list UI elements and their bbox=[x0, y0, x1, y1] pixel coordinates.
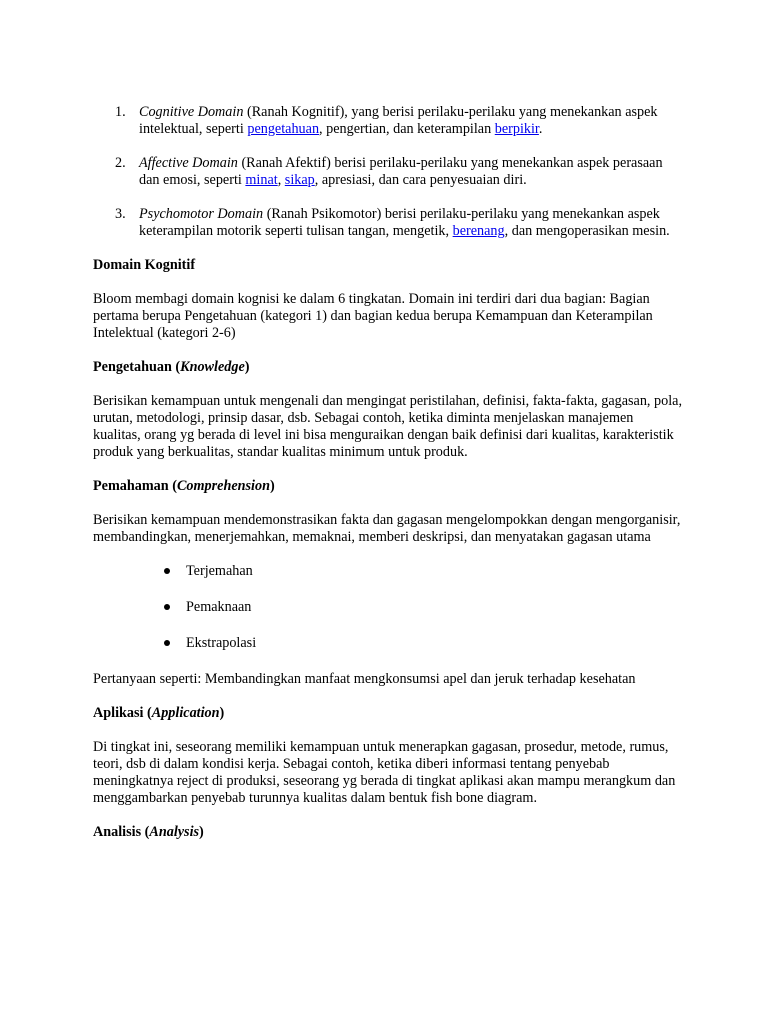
paragraph-pengetahuan: Berisikan kemampuan untuk mengenali dan mengingat peristilahan, definisi, fakta-fakta, gagasan, pola, urutan, metodologi, prinsip dasar, dsb. Sebagai contoh, ketika diminta menjelaskan manajemen kualitas, orang yg berada di level ini bisa menguraikan dengan baik definisi dari kualitas, karakteristik produk yang berkualitas, standar kualitas minimum untuk produk. bbox=[93, 393, 682, 460]
list-item: Ekstrapolasi bbox=[93, 635, 683, 652]
term-cognitive-domain: Cognitive Domain bbox=[139, 104, 244, 120]
heading-analisis: Analisis (Analysis) bbox=[93, 824, 204, 840]
link-berenang[interactable]: berenang bbox=[452, 223, 505, 239]
document-page bbox=[93, 104, 683, 858]
bullet-icon bbox=[164, 568, 170, 574]
list-number: 1. bbox=[115, 104, 126, 120]
heading-pemahaman: Pemahaman (Comprehension) bbox=[93, 478, 275, 494]
list-number: 2. bbox=[115, 155, 126, 171]
bullet-icon bbox=[164, 604, 170, 610]
heading-pengetahuan: Pengetahuan (Knowledge) bbox=[93, 359, 250, 375]
link-sikap[interactable]: sikap bbox=[284, 172, 315, 188]
heading-domain-kognitif: Domain Kognitif bbox=[93, 257, 196, 273]
list-item-psychomotor: 3. Psychomotor Domain (Ranah Psikomotor) berisi perilaku-perilaku yang menekankan aspek keterampilan motorik seperti tulisan tangan, mengetik, berenang, dan mengoperasikan mesin. bbox=[115, 206, 670, 239]
link-pengetahuan[interactable]: pengetahuan bbox=[247, 121, 320, 137]
paragraph-aplikasi: Di tingkat ini, seseorang memiliki kemampuan untuk menerapkan gagasan, prosedur, metode, rumus, teori, dsb di dalam kondisi kerja. Sebagai contoh, ketika diberi informasi tentang penyebab meningkatnya reject di produksi, seseorang yg berada di tingkat aplikasi akan mampu merangkum dan menggambarkan penyebab turunnya kualitas dalam bentuk fish bone diagram. bbox=[93, 739, 676, 806]
list-item: Pemaknaan bbox=[93, 599, 683, 616]
term-affective-domain: Affective Domain bbox=[139, 155, 238, 171]
bullet-list-pemahaman bbox=[93, 563, 683, 652]
link-berpikir[interactable]: berpikir bbox=[494, 121, 539, 137]
paragraph-pemahaman: Berisikan kemampuan mendemonstrasikan fakta dan gagasan mengelompokkan dengan mengorganisir, membandingkan, menerjemahkan, memaknai, memberi deskripsi, dan menyatakan gagasan utama bbox=[93, 512, 681, 545]
list-item-affective: 2. Affective Domain (Ranah Afektif) berisi perilaku-perilaku yang menekankan aspek perasaan dan emosi, seperti minat, sikap, apresiasi, dan cara penyesuaian diri. bbox=[115, 155, 663, 188]
link-minat[interactable]: minat bbox=[245, 172, 278, 188]
list-number: 3. bbox=[115, 206, 126, 222]
list-item: Terjemahan bbox=[93, 563, 683, 580]
term-psychomotor-domain: Psychomotor Domain bbox=[139, 206, 264, 222]
paragraph-kognitif: Bloom membagi domain kognisi ke dalam 6 tingkatan. Domain ini terdiri dari dua bagian: Bagian pertama berupa Pengetahuan (kategori 1) dan bagian kedua berupa Kemampuan dan Keterampilan Intelektual (kategori 2-6) bbox=[93, 291, 653, 341]
list-item-cognitive: 1. Cognitive Domain (Ranah Kognitif), yang berisi perilaku-perilaku yang menekankan aspek intelektual, seperti pengetahuan, pengertian, dan keterampilan berpikir. bbox=[115, 104, 658, 137]
bullet-icon bbox=[164, 640, 170, 646]
domain-list bbox=[93, 104, 683, 240]
paragraph-pertanyaan: Pertanyaan seperti: Membandingkan manfaat mengkonsumsi apel dan jeruk terhadap kesehatan bbox=[93, 671, 636, 687]
heading-aplikasi: Aplikasi (Application) bbox=[93, 705, 225, 721]
